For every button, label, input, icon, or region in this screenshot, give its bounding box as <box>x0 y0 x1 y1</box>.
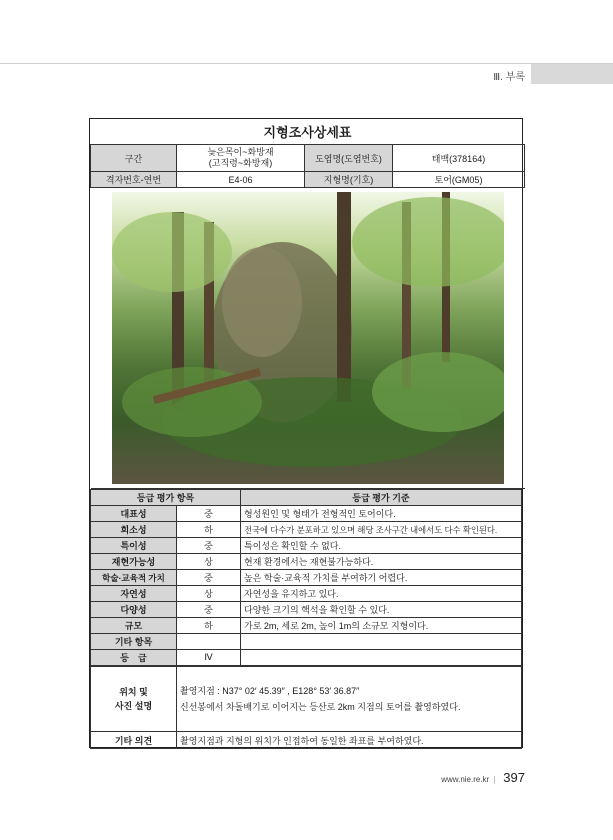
eval-grade: Ⅳ <box>177 650 241 666</box>
eval-criteria: 형성원인 및 형태가 전형적인 토어이다. <box>241 506 522 522</box>
eval-criteria: 높은 학술·교육적 가치를 부여하기 어렵다. <box>241 570 522 586</box>
eval-item: 학술·교육적 가치 <box>91 570 177 586</box>
eval-grade: 상 <box>177 554 241 570</box>
eval-criteria: 다양한 크기의 핵석을 확인할 수 있다. <box>241 602 522 618</box>
notes-table <box>90 666 522 749</box>
eval-criteria: 전국에 다수가 분포하고 있으며 해당 조사구간 내에서도 다수 확인된다. <box>241 522 522 538</box>
value-section-line1: 늦은목이~화방재 <box>207 147 274 157</box>
eval-item: 재현가능성 <box>91 554 177 570</box>
eval-criteria: 현재 환경에서는 재현불가능하다. <box>241 554 522 570</box>
section-label: Ⅲ. 부록 <box>493 72 525 83</box>
value-map-name: 태백(378164) <box>393 145 525 172</box>
other-label: 기타 의견 <box>91 732 177 749</box>
eval-item: 자연성 <box>91 586 177 602</box>
field-photo <box>112 192 504 484</box>
eval-grade: 하 <box>177 618 241 634</box>
eval-item: 기타 항목 <box>91 634 177 650</box>
eval-row-grade <box>91 650 522 666</box>
eval-criteria: 가로 2m, 세로 2m, 높이 1m의 소규모 지형이다. <box>241 618 522 634</box>
eval-item: 규모 <box>91 618 177 634</box>
section-tab <box>531 64 613 84</box>
survey-sheet <box>89 118 523 748</box>
info-table <box>90 119 525 489</box>
sheet-title: 지형조사상세표 <box>91 119 525 145</box>
label-section: 구간 <box>91 145 177 172</box>
eval-row <box>91 554 522 570</box>
eval-criteria: 자연성을 유지하고 있다. <box>241 586 522 602</box>
footer-url[interactable]: www.nie.re.kr <box>441 775 490 784</box>
location-desc <box>177 667 522 732</box>
label-landform: 지형명(기호) <box>305 172 393 188</box>
eval-grade: 상 <box>177 586 241 602</box>
eval-row <box>91 538 522 554</box>
label-grid: 격자번호-연번 <box>91 172 177 188</box>
eval-item: 특이성 <box>91 538 177 554</box>
value-grid: E4-06 <box>177 172 305 188</box>
eval-row <box>91 634 522 650</box>
value-section-line2: (고직령~화방재) <box>208 158 273 168</box>
eval-grade: 중 <box>177 506 241 522</box>
location-coords: 촬영지점 : N37° 02′ 45.39″ , E128° 53′ 36.87″ <box>180 686 360 696</box>
other-text: 촬영지점과 지형의 위치가 인접하여 동일한 좌표를 부여하였다. <box>177 732 522 749</box>
page-footer: www.nie.re.kr | 397 <box>441 770 525 785</box>
eval-row <box>91 602 522 618</box>
eval-criteria: 특이성은 확인할 수 없다. <box>241 538 522 554</box>
eval-row <box>91 570 522 586</box>
eval-row <box>91 506 522 522</box>
forest-photo-illustration <box>112 192 504 484</box>
value-landform: 토어(GM05) <box>393 172 525 188</box>
page-number: 397 <box>503 770 525 785</box>
value-section <box>177 145 305 172</box>
evaluation-table <box>90 489 522 666</box>
location-label <box>91 667 177 732</box>
eval-criteria <box>241 650 522 666</box>
eval-grade <box>177 634 241 650</box>
location-description: 신선봉에서 차돌배기로 이어지는 등산로 2km 지점의 토어를 촬영하였다. <box>180 702 461 712</box>
label-map-name: 도엽명(도엽번호) <box>305 145 393 172</box>
eval-header-item: 등급 평가 항목 <box>91 490 241 506</box>
eval-grade: 중 <box>177 602 241 618</box>
eval-item: 다양성 <box>91 602 177 618</box>
eval-grade: 중 <box>177 538 241 554</box>
eval-header-criteria: 등급 평가 기준 <box>241 490 522 506</box>
eval-grade: 중 <box>177 570 241 586</box>
eval-item: 등 급 <box>91 650 177 666</box>
eval-row <box>91 586 522 602</box>
eval-item: 대표성 <box>91 506 177 522</box>
eval-row <box>91 618 522 634</box>
eval-criteria <box>241 634 522 650</box>
location-label-line1: 위치 및 <box>119 687 148 697</box>
eval-grade: 하 <box>177 522 241 538</box>
photo-cell <box>91 188 525 489</box>
eval-row <box>91 522 522 538</box>
location-label-line2: 사진 설명 <box>114 701 153 711</box>
eval-item: 희소성 <box>91 522 177 538</box>
top-rule <box>0 63 613 64</box>
